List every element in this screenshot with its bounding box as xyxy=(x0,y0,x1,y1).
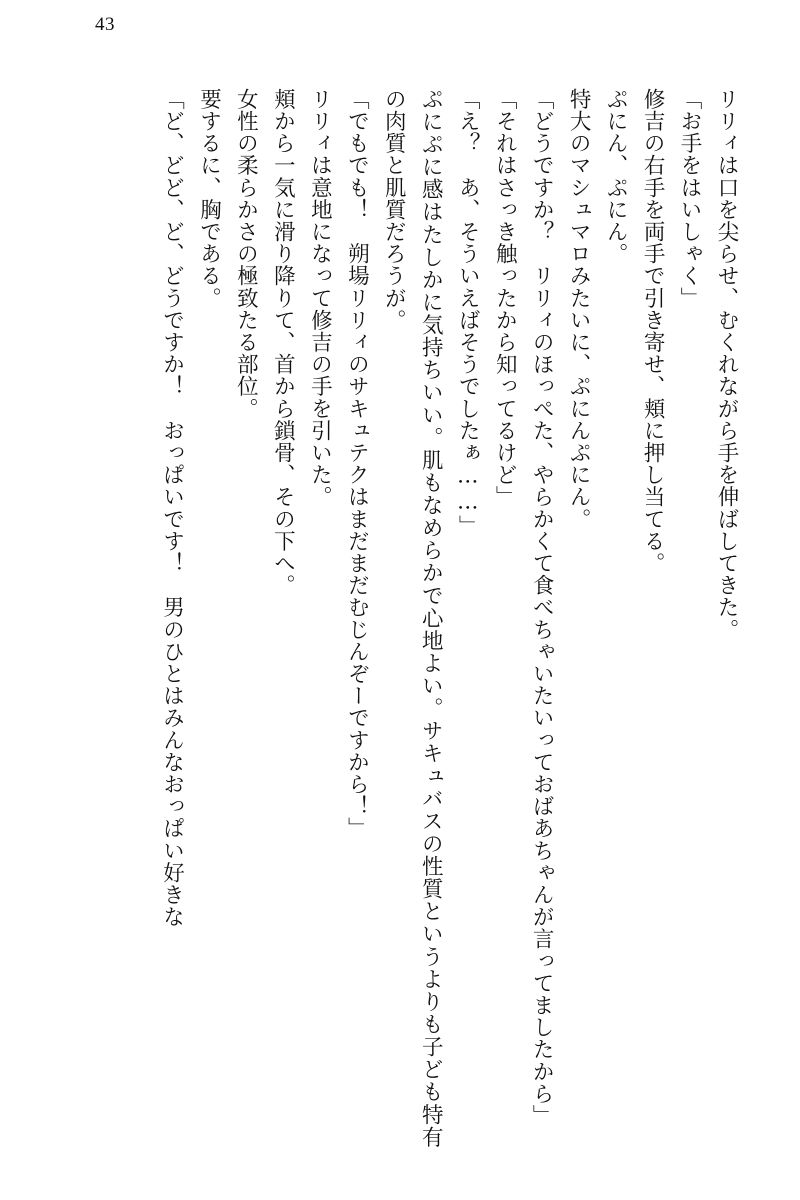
paragraph: 修吉の右手を両手で引き寄せ、頬に押し当てる。 xyxy=(640,88,666,575)
paragraph: ぷにん、ぷにん。 xyxy=(603,88,629,265)
paragraph: 特大のマシュマロみたいに、ぷにんぷにん。 xyxy=(566,88,592,530)
paragraph: 頬から一気に滑り降りて、首から鎖骨、その下へ。 xyxy=(270,88,296,597)
paragraph: 女性の柔らかさの極致たる部位。 xyxy=(233,88,259,420)
paragraph: リリィは意地になって修吉の手を引いた。 xyxy=(307,88,333,508)
page-body-text xyxy=(56,88,744,1148)
paragraph: リリィは口を尖らせ、むくれながら手を伸ばしてきた。 xyxy=(714,88,739,641)
paragraph: 要するに、胸である。 xyxy=(196,88,222,309)
paragraph: 「それはさっき触ったから知ってるけど」 xyxy=(492,88,518,508)
paragraph: 「どうですか？ リリィのほっぺた、やらかくて食べちゃいたいっておばあちゃんが言ってましたから」 xyxy=(529,88,555,1127)
paragraph: 「お手をはいしゃく」 xyxy=(677,88,703,309)
paragraph: 「でもでも！ 朔場リリィのサキュテクはまだまだむじんぞーですから！」 xyxy=(344,88,370,840)
paragraph: ぷにぷに感はたしかに気持ちいい。肌もなめらかで心地よい。サキュバスの性質というよりも子ども特有の肉質と肌質だろうが。 xyxy=(381,88,444,1148)
paragraph: 「ど、どど、ど、どうですか！ おっぱいです！ 男のひとはみんなおっぱい好きな xyxy=(159,88,185,928)
paragraph: 「え？ あ、そういえばそうでしたぁ……」 xyxy=(455,88,481,537)
page-number: 43 xyxy=(95,14,115,35)
